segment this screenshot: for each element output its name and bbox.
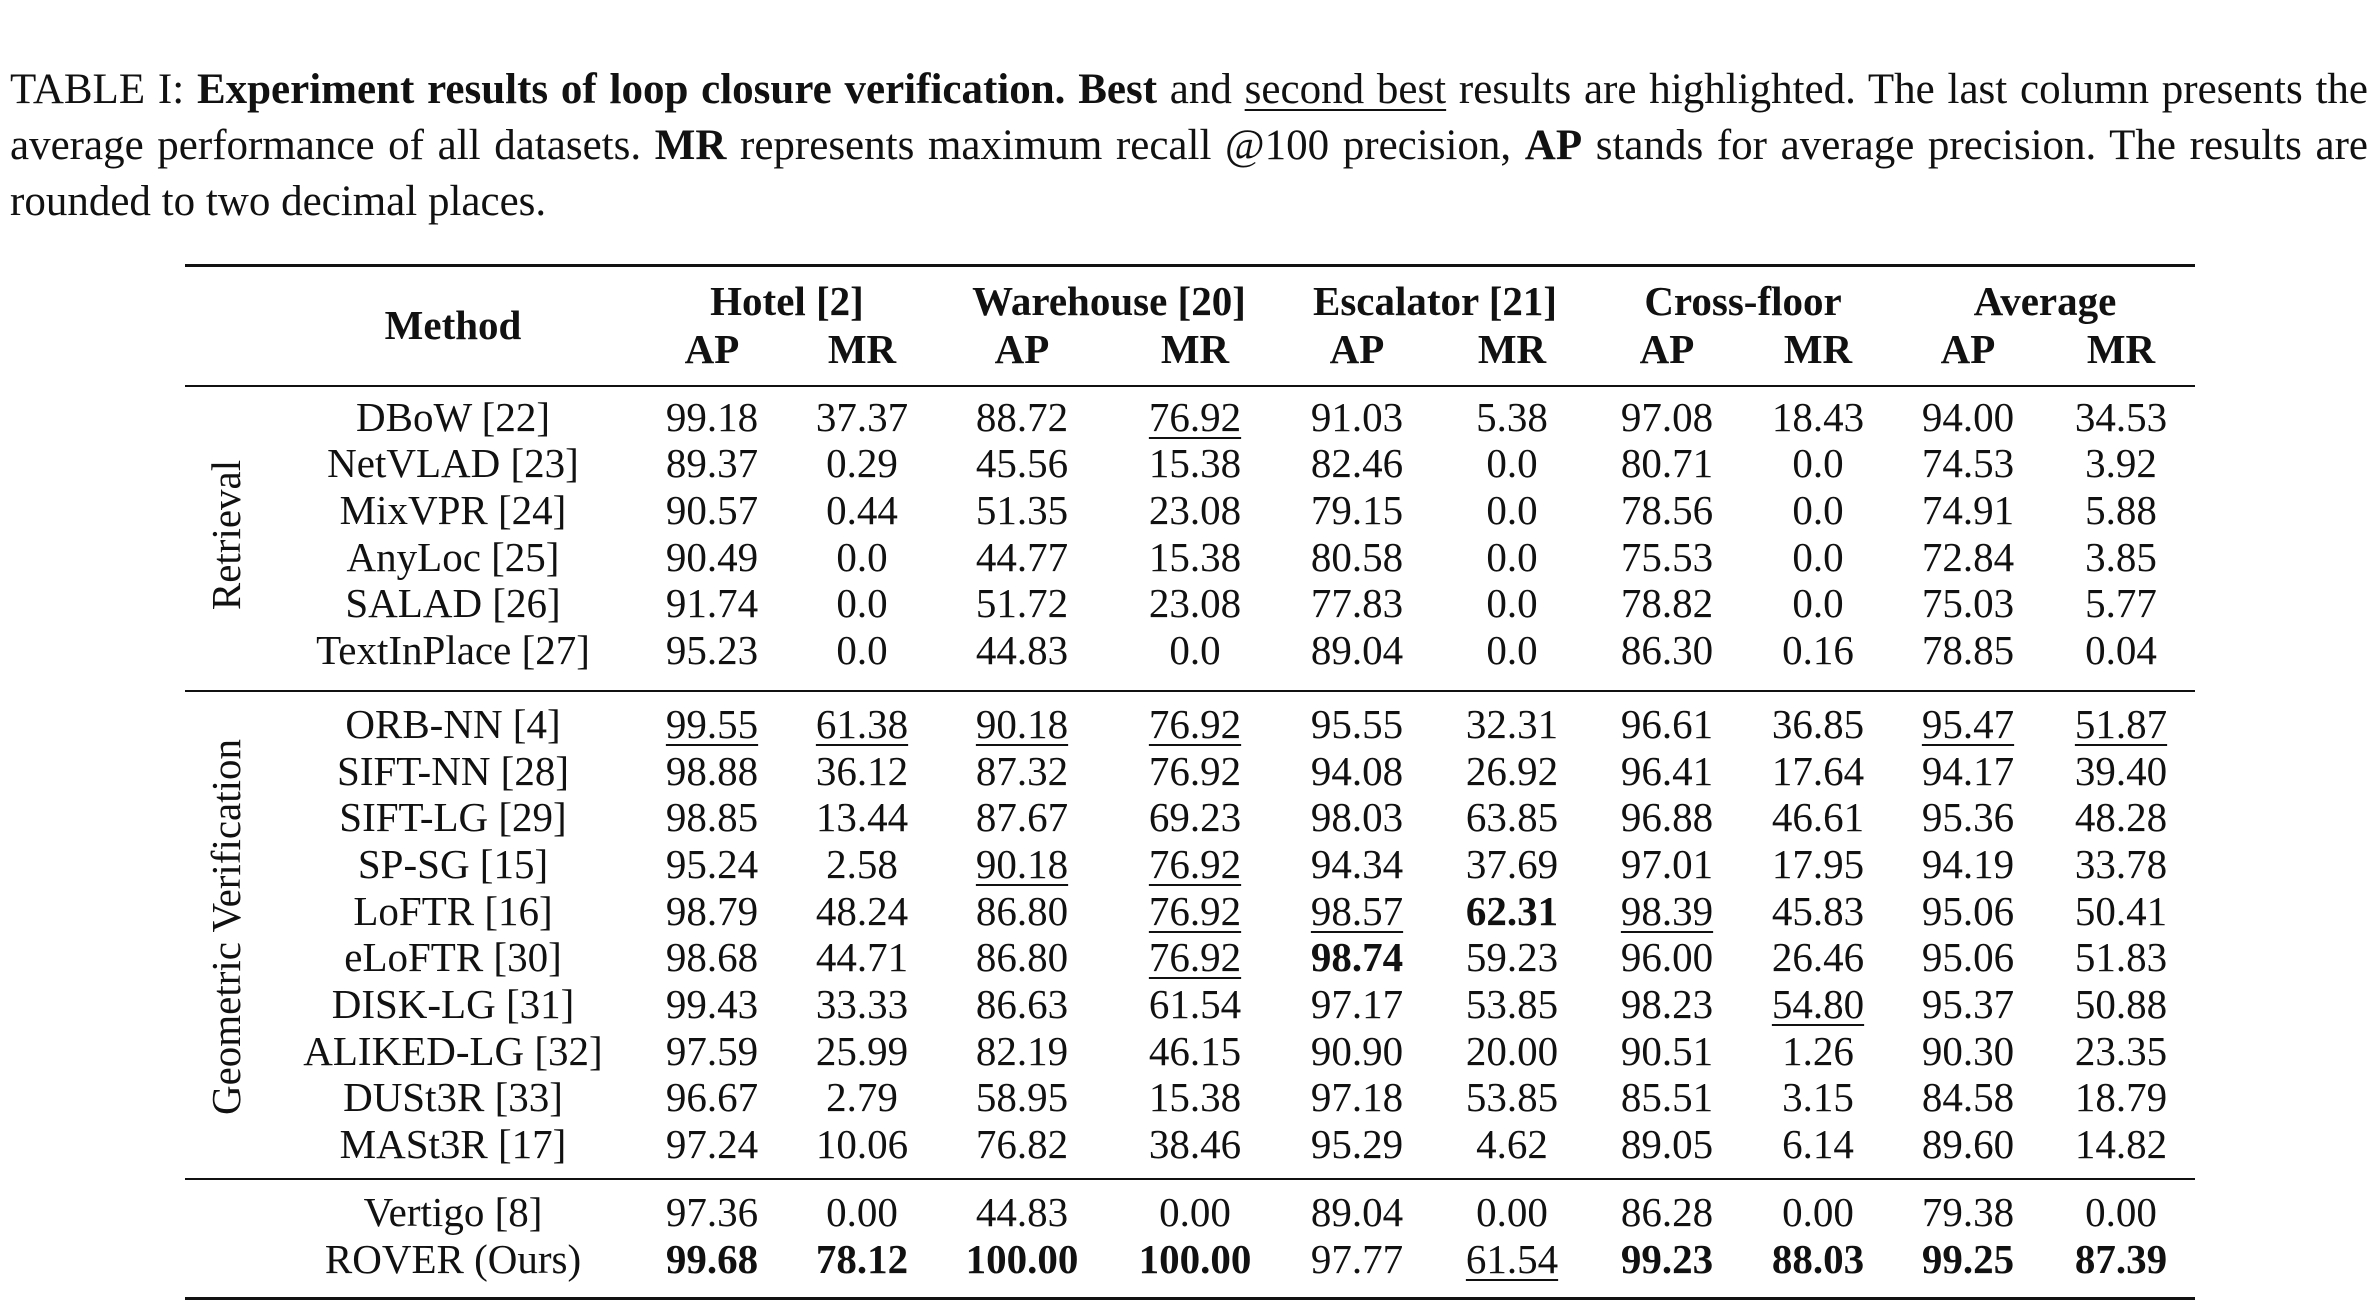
table-cell: 99.25 <box>1921 1236 2015 1282</box>
table-cell: 79.15 <box>1310 487 1404 533</box>
table-cell: 23.35 <box>2074 1028 2168 1074</box>
table-cell: 69.23 <box>1148 794 1242 840</box>
group-rule-geometric <box>185 1178 2195 1180</box>
table-cell: 89.05 <box>1620 1121 1714 1167</box>
table-cell: 39.40 <box>2074 748 2168 794</box>
method-name: ORB-NN [4] <box>345 701 561 747</box>
table-bottom-rule <box>185 1297 2195 1300</box>
table-cell: 98.68 <box>665 934 759 980</box>
table-cell: 74.53 <box>1921 440 2015 486</box>
table-cell: 0.00 <box>1159 1189 1231 1235</box>
table-cell: 98.39 <box>1620 888 1714 934</box>
table-cell: 0.0 <box>1792 487 1844 533</box>
table-cell: 90.18 <box>975 701 1069 747</box>
metric-header: AP <box>1639 326 1695 372</box>
table-cell: 34.53 <box>2074 394 2168 440</box>
table-cell: 76.92 <box>1148 934 1242 980</box>
table-cell: 0.00 <box>1476 1189 1548 1235</box>
table-cell: 79.38 <box>1921 1189 2015 1235</box>
table-cell: 77.83 <box>1310 580 1404 626</box>
method-name: TextInPlace [27] <box>316 627 590 673</box>
table-cell: 61.54 <box>1465 1236 1559 1282</box>
table-cell: 91.74 <box>665 580 759 626</box>
table-cell: 94.19 <box>1921 841 2015 887</box>
table-cell: 17.64 <box>1771 748 1865 794</box>
table-cell: 2.58 <box>826 841 898 887</box>
table-cell: 99.23 <box>1620 1236 1714 1282</box>
table-cell: 14.82 <box>2074 1121 2168 1167</box>
table-cell: 62.31 <box>1465 888 1559 934</box>
table-cell: 5.88 <box>2085 487 2157 533</box>
table-cell: 95.06 <box>1921 888 2015 934</box>
table-cell: 98.03 <box>1310 794 1404 840</box>
table-cell: 88.03 <box>1771 1236 1865 1282</box>
table-cell: 45.56 <box>975 440 1069 486</box>
table-cell: 17.95 <box>1771 841 1865 887</box>
table-cell: 99.43 <box>665 981 759 1027</box>
table-cell: 0.0 <box>1486 580 1538 626</box>
table-top-rule <box>185 264 2195 267</box>
method-name: Vertigo [8] <box>363 1189 543 1235</box>
table-cell: 0.0 <box>1792 534 1844 580</box>
table-cell: 97.59 <box>665 1028 759 1074</box>
table-cell: 91.03 <box>1310 394 1404 440</box>
dataset-header: Hotel [2] <box>710 278 864 324</box>
table-cell: 96.00 <box>1620 934 1714 980</box>
method-header: Method <box>384 302 522 348</box>
table-cell: 48.24 <box>815 888 909 934</box>
header-rule <box>185 385 2195 387</box>
table-cell: 61.38 <box>815 701 909 747</box>
table-cell: 78.12 <box>815 1236 909 1282</box>
metric-header: MR <box>1160 326 1230 372</box>
table-cell: 94.08 <box>1310 748 1404 794</box>
table-cell: 94.34 <box>1310 841 1404 887</box>
table-cell: 53.85 <box>1465 1074 1559 1120</box>
table-cell: 45.83 <box>1771 888 1865 934</box>
table-cell: 76.92 <box>1148 841 1242 887</box>
table-cell: 99.18 <box>665 394 759 440</box>
table-cell: 98.74 <box>1310 934 1404 980</box>
table-cell: 0.29 <box>826 440 898 486</box>
table-cell: 1.26 <box>1782 1028 1854 1074</box>
table-cell: 10.06 <box>815 1121 909 1167</box>
table-cell: 90.30 <box>1921 1028 2015 1074</box>
method-name: MASt3R [17] <box>339 1121 567 1167</box>
method-name: eLoFTR [30] <box>344 934 562 980</box>
table-cell: 54.80 <box>1771 981 1865 1027</box>
caption-label: TABLE I: <box>10 66 197 113</box>
table-cell: 18.43 <box>1771 394 1865 440</box>
table-cell: 85.51 <box>1620 1074 1714 1120</box>
table-cell: 86.80 <box>975 934 1069 980</box>
table-cell: 78.82 <box>1620 580 1714 626</box>
table-cell: 99.55 <box>665 701 759 747</box>
table-cell: 15.38 <box>1148 534 1242 580</box>
table-cell: 76.92 <box>1148 701 1242 747</box>
metric-header: AP <box>1940 326 1996 372</box>
table-cell: 51.83 <box>2074 934 2168 980</box>
table-cell: 87.39 <box>2074 1236 2168 1282</box>
table-cell: 25.99 <box>815 1028 909 1074</box>
table-cell: 78.85 <box>1921 627 2015 673</box>
table-cell: 95.55 <box>1310 701 1404 747</box>
table-cell: 3.15 <box>1782 1074 1854 1120</box>
group-rule-retrieval <box>185 690 2195 692</box>
table-cell: 97.17 <box>1310 981 1404 1027</box>
table-cell: 46.61 <box>1771 794 1865 840</box>
table-cell: 88.72 <box>975 394 1069 440</box>
table-cell: 0.00 <box>1782 1189 1854 1235</box>
table-cell: 95.36 <box>1921 794 2015 840</box>
table-cell: 100.00 <box>1138 1236 1252 1282</box>
table-cell: 15.38 <box>1148 1074 1242 1120</box>
table-cell: 94.17 <box>1921 748 2015 794</box>
table-cell: 84.58 <box>1921 1074 2015 1120</box>
table-cell: 44.71 <box>815 934 909 980</box>
table-cell: 90.90 <box>1310 1028 1404 1074</box>
table-cell: 51.87 <box>2074 701 2168 747</box>
metric-header: MR <box>2086 326 2156 372</box>
table-cell: 82.46 <box>1310 440 1404 486</box>
table-cell: 0.0 <box>1486 534 1538 580</box>
dataset-header: Escalator [21] <box>1312 278 1558 324</box>
table-cell: 33.33 <box>815 981 909 1027</box>
table-cell: 95.29 <box>1310 1121 1404 1167</box>
table-cell: 36.85 <box>1771 701 1865 747</box>
table-cell: 53.85 <box>1465 981 1559 1027</box>
caption-mr-text: represents maximum recall @100 precision, <box>726 122 1525 169</box>
table-cell: 50.88 <box>2074 981 2168 1027</box>
table-cell: 95.24 <box>665 841 759 887</box>
table-cell: 0.04 <box>2085 627 2157 673</box>
table-cell: 51.72 <box>975 580 1069 626</box>
table-cell: 96.41 <box>1620 748 1714 794</box>
table-cell: 0.0 <box>1486 487 1538 533</box>
metric-header: MR <box>1477 326 1547 372</box>
table-cell: 0.0 <box>836 580 888 626</box>
table-cell: 97.77 <box>1310 1236 1404 1282</box>
table-cell: 48.28 <box>2074 794 2168 840</box>
method-name: AnyLoc [25] <box>346 534 560 580</box>
table-cell: 37.69 <box>1465 841 1559 887</box>
table-cell: 90.18 <box>975 841 1069 887</box>
table-cell: 96.61 <box>1620 701 1714 747</box>
caption-mr-abbr: MR <box>654 122 727 169</box>
method-name: ALIKED-LG [32] <box>303 1028 603 1074</box>
table-cell: 6.14 <box>1782 1121 1854 1167</box>
table-cell: 96.67 <box>665 1074 759 1120</box>
table-cell: 90.57 <box>665 487 759 533</box>
table-cell: 89.60 <box>1921 1121 2015 1167</box>
caption-ap-abbr: AP <box>1524 122 1583 169</box>
table-cell: 59.23 <box>1465 934 1559 980</box>
group-label: Retrieval <box>203 459 249 611</box>
table-cell: 98.57 <box>1310 888 1404 934</box>
table-cell: 97.24 <box>665 1121 759 1167</box>
table-cell: 78.56 <box>1620 487 1714 533</box>
table-cell: 0.0 <box>1792 580 1844 626</box>
table-cell: 26.92 <box>1465 748 1559 794</box>
table-cell: 95.23 <box>665 627 759 673</box>
table-cell: 98.23 <box>1620 981 1714 1027</box>
table-cell: 37.37 <box>815 394 909 440</box>
table-cell: 76.92 <box>1148 394 1242 440</box>
table-cell: 90.51 <box>1620 1028 1714 1074</box>
table-cell: 95.37 <box>1921 981 2015 1027</box>
table-cell: 5.77 <box>2085 580 2157 626</box>
caption-bold-title: Experiment results of loop closure verification. Best <box>196 66 1158 113</box>
method-name: SALAD [26] <box>345 580 561 626</box>
metric-header: AP <box>1329 326 1385 372</box>
method-name: DUSt3R [33] <box>343 1074 563 1120</box>
table-cell: 50.41 <box>2074 888 2168 934</box>
table-cell: 87.67 <box>975 794 1069 840</box>
method-name: DISK-LG [31] <box>331 981 575 1027</box>
table-cell: 76.92 <box>1148 748 1242 794</box>
dataset-header: Cross-floor <box>1644 278 1842 324</box>
table-cell: 0.00 <box>826 1189 898 1235</box>
table-cell: 13.44 <box>815 794 909 840</box>
table-cell: 94.00 <box>1921 394 2015 440</box>
method-name: SIFT-NN [28] <box>337 748 569 794</box>
table-cell: 95.06 <box>1921 934 2015 980</box>
table-cell: 97.36 <box>665 1189 759 1235</box>
table-cell: 76.82 <box>975 1121 1069 1167</box>
table-cell: 58.95 <box>975 1074 1069 1120</box>
table-cell: 97.18 <box>1310 1074 1404 1120</box>
dataset-header: Average <box>1973 278 2117 324</box>
table-cell: 3.92 <box>2085 440 2157 486</box>
table-cell: 95.47 <box>1921 701 2015 747</box>
caption-text-1: results are highlighted. The last column presents the average performance of all datasets. <box>10 66 2368 169</box>
group-label: Geometric Verification <box>203 738 249 1116</box>
table-caption <box>10 62 2368 230</box>
table-cell: 33.78 <box>2074 841 2168 887</box>
table-cell: 86.28 <box>1620 1189 1714 1235</box>
table-cell: 44.83 <box>975 627 1069 673</box>
table-cell: 75.53 <box>1620 534 1714 580</box>
caption-ap-text: stands for average precision. The results are rounded to two decimal places. <box>10 122 2369 225</box>
table-cell: 26.46 <box>1771 934 1865 980</box>
table-cell: 86.30 <box>1620 627 1714 673</box>
table-cell: 100.00 <box>965 1236 1079 1282</box>
table-cell: 80.58 <box>1310 534 1404 580</box>
table-cell: 23.08 <box>1148 487 1242 533</box>
table-cell: 46.15 <box>1148 1028 1242 1074</box>
table-cell: 2.79 <box>826 1074 898 1120</box>
table-cell: 72.84 <box>1921 534 2015 580</box>
method-name: SIFT-LG [29] <box>339 794 567 840</box>
table-cell: 0.0 <box>1486 627 1538 673</box>
table-cell: 32.31 <box>1465 701 1559 747</box>
table-cell: 97.08 <box>1620 394 1714 440</box>
table-cell: 20.00 <box>1465 1028 1559 1074</box>
table-cell: 96.88 <box>1620 794 1714 840</box>
method-name: ROVER (Ours) <box>324 1236 582 1282</box>
table-cell: 89.37 <box>665 440 759 486</box>
table-cell: 98.88 <box>665 748 759 794</box>
table-cell: 89.04 <box>1310 627 1404 673</box>
table-cell: 23.08 <box>1148 580 1242 626</box>
caption-and: and <box>1157 66 1245 113</box>
table-cell: 75.03 <box>1921 580 2015 626</box>
method-name: NetVLAD [23] <box>327 440 579 486</box>
metric-header: AP <box>994 326 1050 372</box>
table-cell: 63.85 <box>1465 794 1559 840</box>
caption-second-best: second best <box>1244 66 1447 113</box>
table-cell: 80.71 <box>1620 440 1714 486</box>
table-cell: 87.32 <box>975 748 1069 794</box>
method-name: LoFTR [16] <box>353 888 553 934</box>
table-cell: 0.0 <box>836 534 888 580</box>
table-cell: 3.85 <box>2085 534 2157 580</box>
metric-header: AP <box>684 326 740 372</box>
table-cell: 86.63 <box>975 981 1069 1027</box>
table-cell: 0.0 <box>1792 440 1844 486</box>
table-cell: 0.16 <box>1782 627 1854 673</box>
metric-header: MR <box>827 326 897 372</box>
table-cell: 51.35 <box>975 487 1069 533</box>
method-name: SP-SG [15] <box>357 841 549 887</box>
table-cell: 4.62 <box>1476 1121 1548 1167</box>
table-cell: 89.04 <box>1310 1189 1404 1235</box>
table-cell: 36.12 <box>815 748 909 794</box>
dataset-header: Warehouse [20] <box>972 278 1246 324</box>
table-cell: 86.80 <box>975 888 1069 934</box>
table-cell: 38.46 <box>1148 1121 1242 1167</box>
table-cell: 0.0 <box>1169 627 1221 673</box>
table-cell: 0.00 <box>2085 1189 2157 1235</box>
table-cell: 0.0 <box>1486 440 1538 486</box>
table-cell: 98.79 <box>665 888 759 934</box>
table-cell: 44.77 <box>975 534 1069 580</box>
table-cell: 76.92 <box>1148 888 1242 934</box>
table-cell: 90.49 <box>665 534 759 580</box>
table-cell: 15.38 <box>1148 440 1242 486</box>
table-cell: 99.68 <box>665 1236 759 1282</box>
table-cell: 97.01 <box>1620 841 1714 887</box>
table-cell: 61.54 <box>1148 981 1242 1027</box>
table-cell: 74.91 <box>1921 487 2015 533</box>
metric-header: MR <box>1783 326 1853 372</box>
method-name: DBoW [22] <box>356 394 550 440</box>
table-cell: 44.83 <box>975 1189 1069 1235</box>
table-cell: 5.38 <box>1476 394 1548 440</box>
table-cell: 82.19 <box>975 1028 1069 1074</box>
table-cell: 0.44 <box>826 487 898 533</box>
table-cell: 0.0 <box>836 627 888 673</box>
table-cell: 98.85 <box>665 794 759 840</box>
method-name: MixVPR [24] <box>339 487 567 533</box>
table-cell: 18.79 <box>2074 1074 2168 1120</box>
